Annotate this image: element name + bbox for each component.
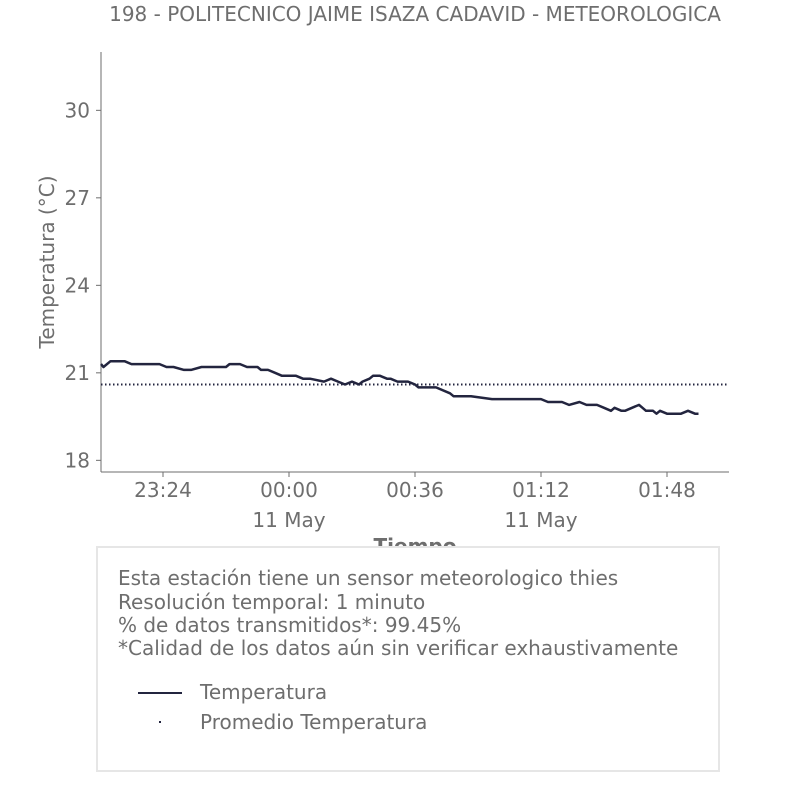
info-quality-note: *Calidad de los datos aún sin verificar exhaustivamente (118, 636, 679, 660)
y-tick-label: 24 (64, 273, 90, 298)
legend-dot-swatch (159, 721, 161, 723)
x-tick-label: 01:48 (638, 478, 696, 502)
x-tick-label: 00:36 (386, 478, 444, 502)
x-tick-sublabel: 11 May (504, 508, 578, 532)
info-panel (96, 546, 720, 772)
x-tick-label: 00:00 (260, 478, 318, 502)
y-axis-ticks (65, 98, 101, 472)
y-tick-label: 21 (64, 360, 90, 385)
legend-label: Temperatura (200, 680, 328, 704)
y-tick-label: 18 (64, 448, 90, 473)
info-sensor: Esta estación tiene un sensor meteorologico thies (118, 566, 619, 590)
x-tick-label: 23:24 (134, 478, 192, 502)
y-axis-label: Temperatura (°C) (35, 175, 59, 349)
legend-line-swatch (138, 692, 182, 694)
x-axis-ticks (134, 472, 696, 532)
temperature-series-line (101, 361, 699, 414)
info-transmitted: % de datos transmitidos*: 99.45% (118, 613, 462, 637)
x-tick-label: 01:12 (512, 478, 570, 502)
chart-axes (101, 52, 729, 472)
y-tick-label: 30 (64, 98, 90, 123)
info-resolution: Resolución temporal: 1 minuto (118, 590, 426, 614)
chart-title: 198 - POLITECNICO JAIME ISAZA CADAVID - METEOROLOGICA (109, 2, 721, 26)
x-tick-sublabel: 11 May (252, 508, 326, 532)
legend-label: Promedio Temperatura (200, 710, 428, 734)
y-tick-label: 27 (64, 185, 90, 210)
chart-series (101, 361, 729, 414)
